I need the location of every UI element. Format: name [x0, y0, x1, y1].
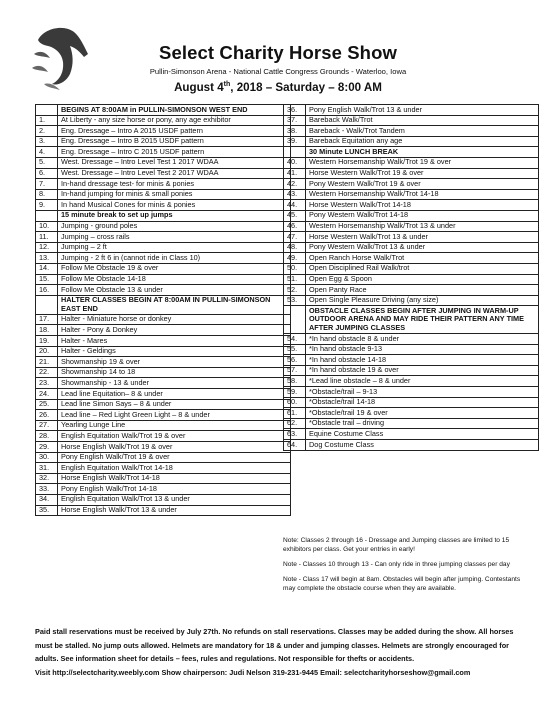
class-number	[36, 105, 58, 116]
class-name: *In hand obstacle 19 & over	[306, 365, 539, 376]
class-name: Horse Western Walk/Trot 19 & over	[306, 168, 539, 179]
class-row	[36, 126, 291, 137]
class-name: In-hand jumping for minis & small ponies	[58, 189, 291, 200]
footer-policies: Paid stall reservations must be received by July 27th. No refunds on stall reservations. Classes may be added during the show. All horses must be stalled. No jump outs allowed. Helmets are mandatory for 18 & under and jumping classes. Helmets are strongly encouraged for adults. See information sheet for details – fees, rules and regulations. Not responsible for thefts or accidents.	[35, 627, 514, 664]
date-ordinal: th	[223, 81, 231, 89]
class-name: Pony Western Walk/Trot 19 & over	[306, 179, 539, 190]
class-number: 46.	[284, 221, 306, 232]
class-row	[284, 115, 539, 126]
class-number: 27.	[36, 420, 58, 431]
class-name: Pony Western Walk/Trot 13 & under	[306, 242, 539, 253]
class-name: Pony English Walk/Trot 14-18	[58, 484, 291, 495]
class-number: 13.	[36, 253, 58, 264]
class-row	[284, 408, 539, 419]
class-number: 36.	[284, 105, 306, 116]
class-name: *Obstacle/trail 19 & over	[306, 408, 539, 419]
class-number: 48.	[284, 242, 306, 253]
class-name: Jumping - ground poles	[58, 221, 291, 232]
class-row	[36, 157, 291, 168]
section-header: 15 minute break to set up jumps	[58, 210, 291, 221]
class-number: 53.	[284, 295, 306, 306]
class-name: Pony English Walk/Trot 19 & over	[58, 452, 291, 463]
class-number: 10.	[36, 221, 58, 232]
class-name: Open Disciplined Rail Walk/trot	[306, 263, 539, 274]
class-number: 56.	[284, 355, 306, 366]
class-row	[36, 336, 291, 347]
class-row	[36, 389, 291, 400]
notes-section	[283, 536, 523, 599]
class-name: *Obstacle/trail – 9-13	[306, 387, 539, 398]
class-name: Follow Me Obstacle 19 & over	[58, 263, 291, 274]
class-row	[284, 232, 539, 243]
class-name: Pony English Walk/Trot 13 & under	[306, 105, 539, 116]
date-suffix: , 2018 – Saturday – 8:00 AM	[230, 81, 382, 94]
class-row	[284, 189, 539, 200]
class-number: 52.	[284, 285, 306, 296]
class-name: Horse English Walk/Trot 13 & under	[58, 505, 291, 516]
class-name: Follow Me Obstacle 14-18	[58, 274, 291, 285]
class-name: Pony Western Walk/Trot 14-18	[306, 210, 539, 221]
class-number: 17.	[36, 314, 58, 325]
class-number: 39.	[284, 136, 306, 147]
section-header-row	[36, 210, 291, 221]
class-number: 1.	[36, 115, 58, 126]
class-number: 11.	[36, 232, 58, 243]
class-number: 43.	[284, 189, 306, 200]
class-row	[36, 136, 291, 147]
class-number	[36, 210, 58, 221]
class-row	[284, 168, 539, 179]
class-row	[284, 334, 539, 345]
class-row	[36, 420, 291, 431]
class-number: 2.	[36, 126, 58, 137]
section-header-row	[36, 105, 291, 116]
class-name: Open Ranch Horse Walk/Trot	[306, 253, 539, 264]
class-number	[284, 306, 306, 334]
class-row	[36, 115, 291, 126]
class-row	[284, 221, 539, 232]
class-name: *Obstacle/trail 14-18	[306, 397, 539, 408]
class-row	[284, 136, 539, 147]
class-row	[36, 200, 291, 211]
class-row	[36, 285, 291, 296]
class-row	[36, 346, 291, 357]
class-row	[284, 200, 539, 211]
class-row	[284, 418, 539, 429]
class-row	[36, 463, 291, 474]
class-row	[284, 157, 539, 168]
class-number: 30.	[36, 452, 58, 463]
class-row	[284, 126, 539, 137]
class-row	[36, 232, 291, 243]
class-number: 60.	[284, 397, 306, 408]
class-number: 21.	[36, 357, 58, 368]
class-number: 7.	[36, 179, 58, 190]
class-name: *In hand obstacle 8 & under	[306, 334, 539, 345]
class-number: 59.	[284, 387, 306, 398]
class-number: 14.	[36, 263, 58, 274]
class-name: Horse Western Walk/Trot 14-18	[306, 200, 539, 211]
class-number: 47.	[284, 232, 306, 243]
class-name: Lead line – Red Light Green Light – 8 & under	[58, 410, 291, 421]
class-row	[284, 274, 539, 285]
class-name: Western Horsemanship Walk/Trot 19 & over	[306, 157, 539, 168]
class-name: Bareback - Walk/Trot Tandem	[306, 126, 539, 137]
class-name: At Liberty - any size horse or pony, any age exhibitor	[58, 115, 291, 126]
class-row	[36, 314, 291, 325]
class-name: Lead line Simon Says – 8 & under	[58, 399, 291, 410]
class-number: 23.	[36, 378, 58, 389]
class-row	[36, 253, 291, 264]
section-header: OBSTACLE CLASSES BEGIN AFTER JUMPING IN WARM-UP OUTDOOR ARENA AND MAY RIDE THEIR PATTERN ANY TIME AFTER JUMPING CLASSES	[306, 306, 539, 334]
class-name: Follow Me Obstacle 13 & under	[58, 285, 291, 296]
class-row	[36, 473, 291, 484]
class-name: Eng. Dressage – Intro A 2015 USDF pattern	[58, 126, 291, 137]
class-name: *Lead line obstacle – 8 & under	[306, 376, 539, 387]
section-header-row	[284, 147, 539, 158]
note-text: Note: Classes 2 through 16 - Dressage and Jumping classes are limited to 15 exhibitors per class. Get your entries in early!	[283, 537, 510, 553]
class-number: 8.	[36, 189, 58, 200]
section-header: 30 Minute LUNCH BREAK	[306, 147, 539, 158]
class-number: 15.	[36, 274, 58, 285]
class-number: 44.	[284, 200, 306, 211]
class-number: 38.	[284, 126, 306, 137]
class-row	[36, 410, 291, 421]
class-name: Showmanship 19 & over	[58, 357, 291, 368]
class-name: English Equitation Walk/Trot 14-18	[58, 463, 291, 474]
class-name: English Equitation Walk/Trot 19 & over	[58, 431, 291, 442]
class-row	[36, 325, 291, 336]
class-number: 3.	[36, 136, 58, 147]
class-row	[36, 367, 291, 378]
class-number: 20.	[36, 346, 58, 357]
class-row	[36, 147, 291, 158]
class-row	[284, 429, 539, 440]
class-name: Halter - Geldings	[58, 346, 291, 357]
class-name: Halter - Mares	[58, 336, 291, 347]
class-name: Showmanship - 13 & under	[58, 378, 291, 389]
class-number: 35.	[36, 505, 58, 516]
class-row	[36, 431, 291, 442]
class-row	[36, 442, 291, 453]
class-name: Equine Costume Class	[306, 429, 539, 440]
class-row	[284, 285, 539, 296]
class-row	[284, 440, 539, 451]
class-name: Eng. Dressage – Intro C 2015 USDF pattern	[58, 147, 291, 158]
class-name: Jumping – cross rails	[58, 232, 291, 243]
class-number: 12.	[36, 242, 58, 253]
class-row	[284, 210, 539, 221]
class-row	[284, 295, 539, 306]
class-name: *In hand obstacle 9-13	[306, 344, 539, 355]
class-row	[36, 399, 291, 410]
class-name: Open Panty Race	[306, 285, 539, 296]
date-prefix: August 4	[174, 81, 224, 94]
class-row	[36, 505, 291, 516]
class-number: 40.	[284, 157, 306, 168]
class-number	[36, 295, 58, 314]
class-number: 6.	[36, 168, 58, 179]
class-number	[284, 147, 306, 158]
section-header-row	[284, 306, 539, 334]
footer-contact: Visit http://selectcharity.weebly.com Show chairperson: Judi Nelson 319-231-9445 Email: selectcharityhorseshow@gmail.com	[35, 668, 471, 678]
class-name: *In hand obstacle 14-18	[306, 355, 539, 366]
class-number: 31.	[36, 463, 58, 474]
class-number: 29.	[36, 442, 58, 453]
class-number: 37.	[284, 115, 306, 126]
class-number: 24.	[36, 389, 58, 400]
class-row	[36, 452, 291, 463]
class-number: 57.	[284, 365, 306, 376]
class-name: Jumping – 2 ft	[58, 242, 291, 253]
class-name: Halter - Miniature horse or donkey	[58, 314, 291, 325]
class-row	[284, 105, 539, 116]
section-header: BEGINS AT 8:00AM in PULLIN-SIMONSON WEST END	[58, 105, 291, 116]
class-number: 62.	[284, 418, 306, 429]
class-row	[36, 357, 291, 368]
class-number: 61.	[284, 408, 306, 419]
class-number: 63.	[284, 429, 306, 440]
class-name: Eng. Dressage – Intro B 2015 USDF pattern	[58, 136, 291, 147]
class-name: Bareback Equitation any age	[306, 136, 539, 147]
class-name: Bareback Walk/Trot	[306, 115, 539, 126]
class-number: 51.	[284, 274, 306, 285]
class-list-left	[35, 104, 291, 516]
class-number: 42.	[284, 179, 306, 190]
class-row	[36, 263, 291, 274]
class-number: 18.	[36, 325, 58, 336]
class-row	[284, 376, 539, 387]
class-number: 5.	[36, 157, 58, 168]
class-row	[284, 344, 539, 355]
show-date	[0, 81, 556, 94]
class-number: 34.	[36, 494, 58, 505]
page-title: Select Charity Horse Show	[159, 42, 397, 63]
section-header-row	[36, 295, 291, 314]
class-name: Western Horsemanship Walk/Trot 13 & under	[306, 221, 539, 232]
class-name: Jumping - 2 ft 6 in (cannot ride in Class 10)	[58, 253, 291, 264]
class-name: Open Single Pleasure Driving (any size)	[306, 295, 539, 306]
class-number: 33.	[36, 484, 58, 495]
class-row	[284, 179, 539, 190]
class-row	[284, 355, 539, 366]
venue-subtitle: Pullin-Simonson Arena - National Cattle Congress Grounds - Waterloo, Iowa	[149, 67, 407, 76]
class-row	[36, 494, 291, 505]
class-name: English Equitation Walk/Trot 13 & under	[58, 494, 291, 505]
class-name: West. Dressage – Intro Level Test 2 2017 WDAA	[58, 168, 291, 179]
class-number: 32.	[36, 473, 58, 484]
note-text: Note - Classes 10 through 13 - Can only ride in three jumping classes per day	[283, 561, 510, 568]
class-number: 22.	[36, 367, 58, 378]
class-number: 49.	[284, 253, 306, 264]
class-name: Halter - Pony & Donkey	[58, 325, 291, 336]
class-row	[284, 365, 539, 376]
class-name: Western Horsemanship Walk/Trot 14-18	[306, 189, 539, 200]
class-row	[36, 378, 291, 389]
class-name: Lead line Equitation– 8 & under	[58, 389, 291, 400]
class-number: 9.	[36, 200, 58, 211]
class-name: Showmanship 14 to 18	[58, 367, 291, 378]
class-row	[284, 242, 539, 253]
class-row	[36, 221, 291, 232]
class-name: Horse English Walk/Trot 14-18	[58, 473, 291, 484]
class-row	[36, 274, 291, 285]
note-text: Note - Class 17 will begin at 8am. Obstacles will begin after jumping. Contestants may complete the obstacle course when they are available.	[283, 576, 521, 592]
class-number: 64.	[284, 440, 306, 451]
class-number: 50.	[284, 263, 306, 274]
class-number: 55.	[284, 344, 306, 355]
class-number: 54.	[284, 334, 306, 345]
section-header: HALTER CLASSES BEGIN AT 8:00AM IN PULLIN-SIMONSON EAST END	[58, 295, 291, 314]
class-name: Open Egg & Spoon	[306, 274, 539, 285]
class-name: In-hand dressage test- for minis & ponies	[58, 179, 291, 190]
class-number: 4.	[36, 147, 58, 158]
class-row	[36, 484, 291, 495]
class-number: 19.	[36, 336, 58, 347]
class-number: 16.	[36, 285, 58, 296]
class-row	[284, 397, 539, 408]
class-name: Yearling Lunge Line	[58, 420, 291, 431]
class-name: West. Dressage – Intro Level Test 1 2017 WDAA	[58, 157, 291, 168]
footer-info	[35, 625, 525, 680]
class-row	[284, 263, 539, 274]
class-number: 58.	[284, 376, 306, 387]
class-number: 26.	[36, 410, 58, 421]
class-name: *Obstacle trail – driving	[306, 418, 539, 429]
class-name: Horse Western Walk/Trot 13 & under	[306, 232, 539, 243]
class-row	[284, 253, 539, 264]
class-number: 45.	[284, 210, 306, 221]
class-name: Horse English Walk/Trot 19 & over	[58, 442, 291, 453]
class-row	[36, 168, 291, 179]
class-name: In hand Musical Cones for minis & ponies	[58, 200, 291, 211]
class-row	[284, 387, 539, 398]
class-number: 25.	[36, 399, 58, 410]
class-list-right	[283, 104, 539, 451]
class-row	[36, 242, 291, 253]
class-number: 28.	[36, 431, 58, 442]
class-number: 41.	[284, 168, 306, 179]
class-row	[36, 189, 291, 200]
class-name: Dog Costume Class	[306, 440, 539, 451]
class-row	[36, 179, 291, 190]
